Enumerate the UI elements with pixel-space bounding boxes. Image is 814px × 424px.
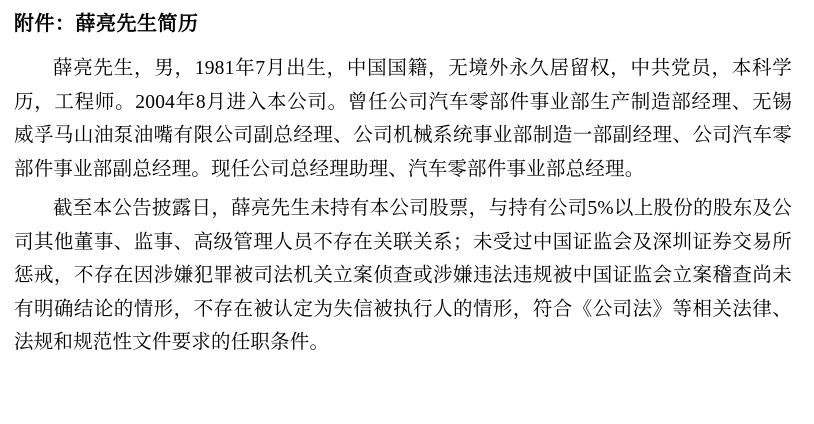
- document-body: [14, 52, 792, 360]
- page-title: 附件：薛亮先生简历: [14, 13, 199, 35]
- paragraph-disclosure: 截至本公告披露日，薛亮先生未持有本公司股票，与持有公司5%以上股份的股东及公司其他董事、监事、高级管理人员不存在关联关系；未受过中国证监会及深圳证券交易所惩戒，不存在因涉嫌犯罪被司法机关立案侦查或涉嫌违法违规被中国证监会立案稽查尚未有明确结论的情形，不存在被认定为失信被执行人的情形，符合《公司法》等相关法律、法规和规范性文件要求的任职条件。: [14, 198, 792, 354]
- paragraph-biography: 薛亮先生，男，1981年7月出生，中国国籍，无境外永久居留权，中共党员，本科学历，工程师。2004年8月进入本公司。曾任公司汽车零部件事业部生产制造部经理、无锡威孚马山油泵油嘴有限公司副总经理、公司机械系统事业部制造一部副经理、公司汽车零部件事业部副总经理。现任公司总经理助理、汽车零部件事业部总经理。: [14, 58, 792, 180]
